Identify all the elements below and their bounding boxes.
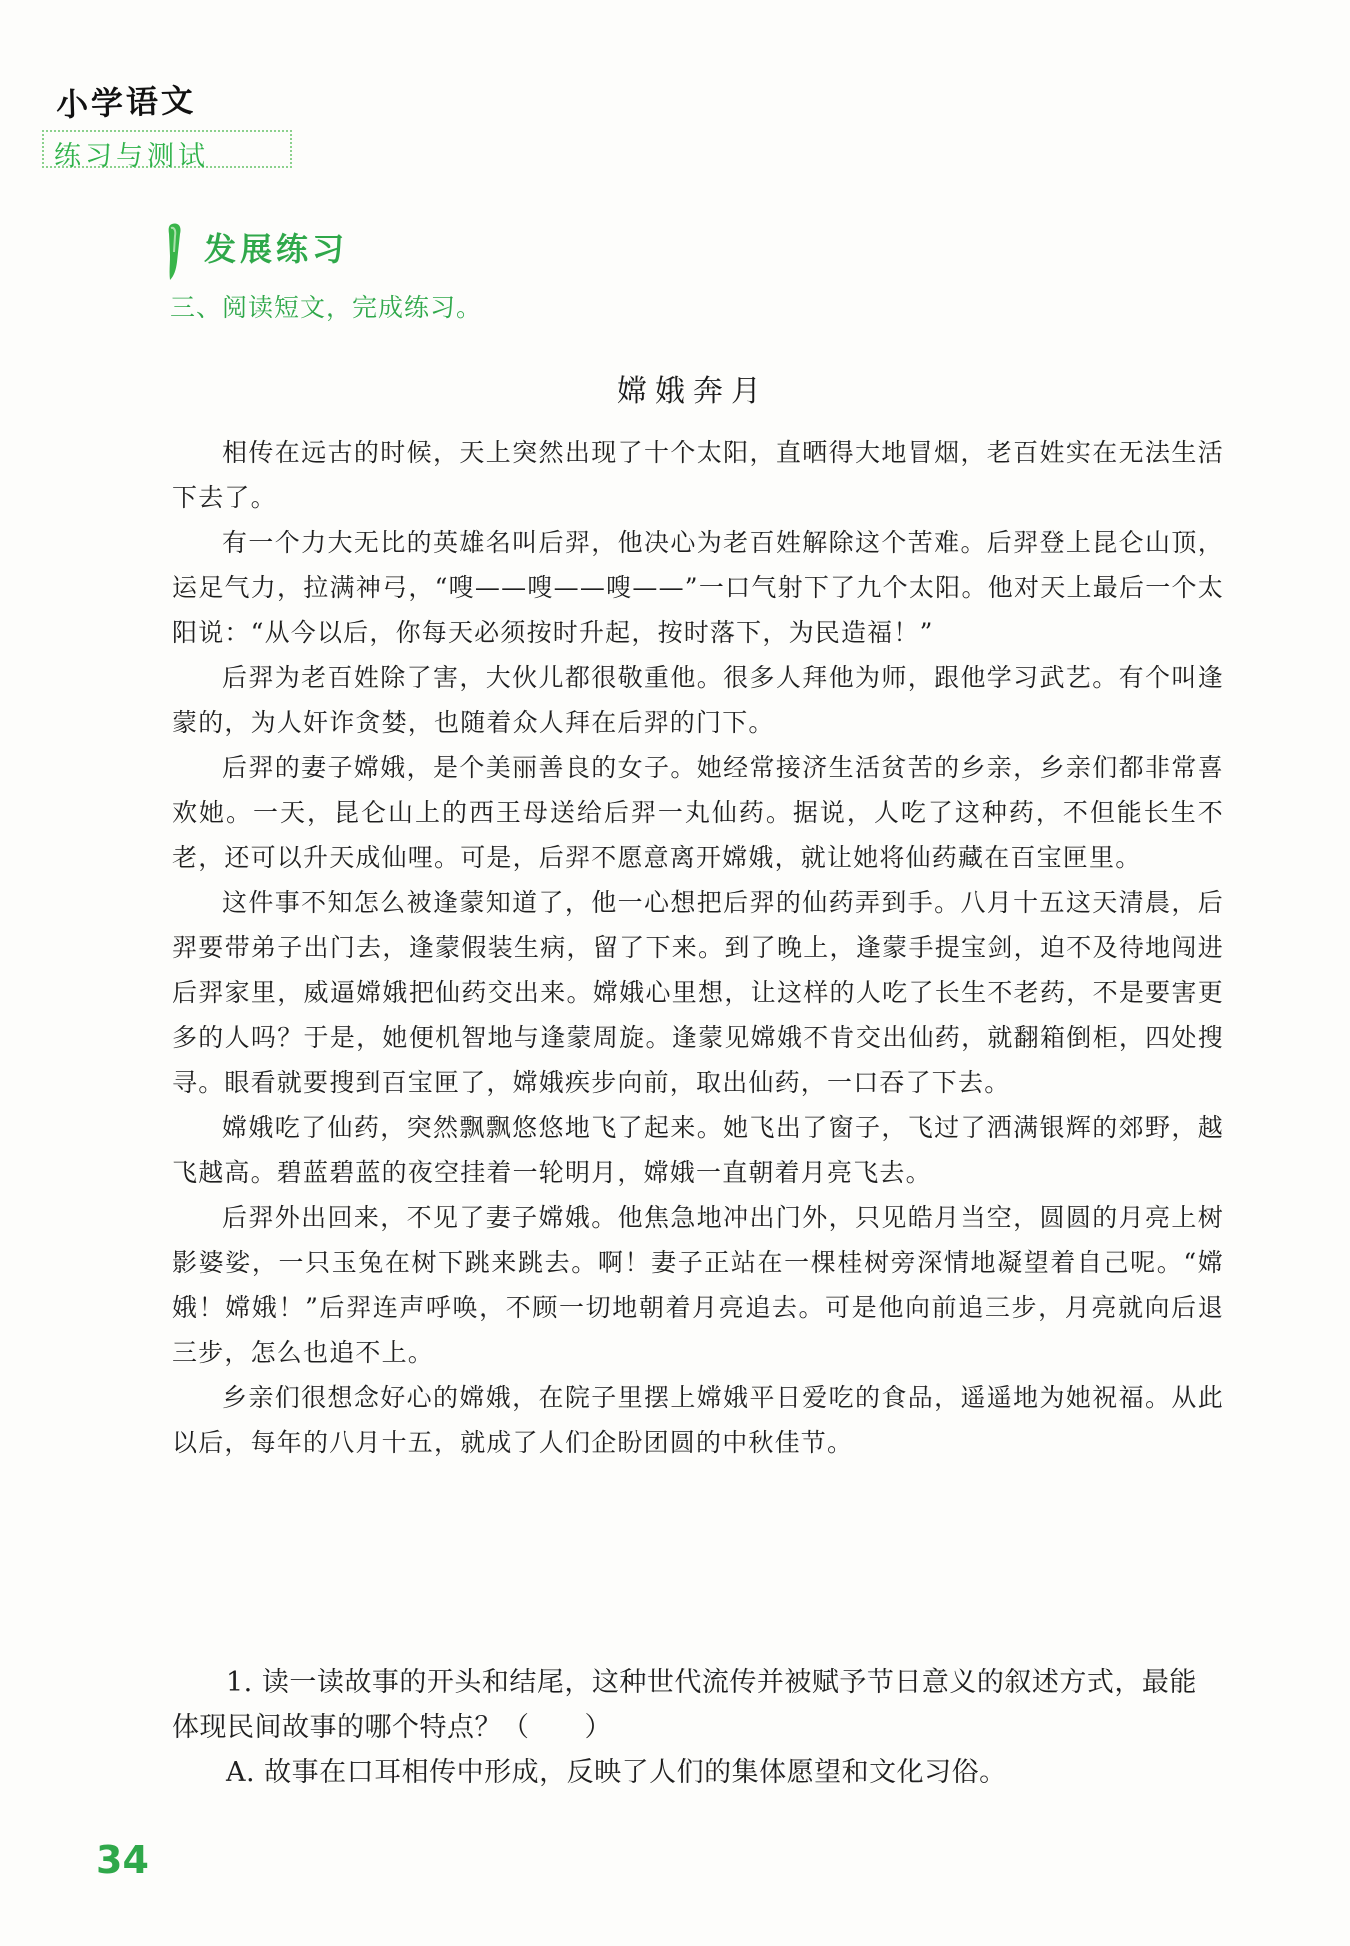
question-1: 1. 读一读故事的开头和结尾，这种世代流传并被赋予节日意义的叙述方式，最能体现民间故事的哪个特点？（ ）	[172, 1667, 1197, 1743]
story-title: 嫦娥奔月	[617, 374, 769, 409]
book-subtitle-box	[42, 130, 292, 172]
story-paragraph: 有一个力大无比的英雄名叫后羿，他决心为老百姓解除这个苦难。后羿登上昆仑山顶，运足气力，拉满神弓，“嗖——嗖——嗖——”一口气射下了九个太阳。他对天上最后一个太阳说：“从今以后，你每天必须按时升起，按时落下，为民造福！”	[172, 528, 1224, 647]
book-title: 小学语文	[55, 81, 197, 124]
page-number: 34	[96, 1838, 149, 1882]
story-body	[172, 430, 1224, 1465]
story-paragraph: 乡亲们很想念好心的嫦娥，在院子里摆上嫦娥平日爱吃的食品，遥遥地为她祝福。从此以后，每年的八月十五，就成了人们企盼团圆的中秋佳节。	[172, 1383, 1224, 1457]
story-paragraph: 后羿的妻子嫦娥，是个美丽善良的女子。她经常接济生活贫苦的乡亲，乡亲们都非常喜欢她。一天，昆仑山上的西王母送给后羿一丸仙药。据说，人吃了这种药，不但能长生不老，还可以升天成仙哩。可是，后羿不愿意离开嫦娥，就让她将仙药藏在百宝匣里。	[172, 753, 1224, 872]
book-subtitle: 练习与测试	[54, 141, 209, 172]
book-brand	[42, 80, 297, 170]
brush-icon	[164, 222, 188, 284]
exercise-instruction: 三、阅读短文，完成练习。	[170, 293, 483, 322]
section-title: 发展练习	[204, 230, 349, 268]
story-paragraph: 嫦娥吃了仙药，突然飘飘悠悠地飞了起来。她飞出了窗子，飞过了洒满银辉的郊野，越飞越高。碧蓝碧蓝的夜空挂着一轮明月，嫦娥一直朝着月亮飞去。	[172, 1113, 1224, 1187]
question-area	[172, 1660, 1224, 1795]
story-paragraph: 这件事不知怎么被逢蒙知道了，他一心想把后羿的仙药弄到手。八月十五这天清晨，后羿要带弟子出门去，逢蒙假装生病，留了下来。到了晚上，逢蒙手提宝剑，迫不及待地闯进后羿家里，威逼嫦娥把仙药交出来。嫦娥心里想，让这样的人吃了长生不老药，不是要害更多的人吗？于是，她便机智地与逢蒙周旋。逢蒙见嫦娥不肯交出仙药，就翻箱倒柜，四处搜寻。眼看就要搜到百宝匣了，嫦娥疾步向前，取出仙药，一口吞了下去。	[172, 888, 1224, 1097]
story-paragraph: 相传在远古的时候，天上突然出现了十个太阳，直晒得大地冒烟，老百姓实在无法生活下去了。	[172, 438, 1224, 512]
story-paragraph: 后羿外出回来，不见了妻子嫦娥。他焦急地冲出门外，只见皓月当空，圆圆的月亮上树影婆娑，一只玉兔在树下跳来跳去。啊！妻子正站在一棵桂树旁深情地凝望着自己呢。“嫦娥！嫦娥！”后羿连声呼唤，不顾一切地朝着月亮追去。可是他向前追三步，月亮就向后退三步，怎么也追不上。	[172, 1203, 1224, 1367]
question-1-option-a: A. 故事在口耳相传中形成，反映了人们的集体愿望和文化习俗。	[226, 1757, 1007, 1788]
story-paragraph: 后羿为老百姓除了害，大伙儿都很敬重他。很多人拜他为师，跟他学习武艺。有个叫逢蒙的，为人奸诈贪婪，也随着众人拜在后羿的门下。	[172, 663, 1224, 737]
